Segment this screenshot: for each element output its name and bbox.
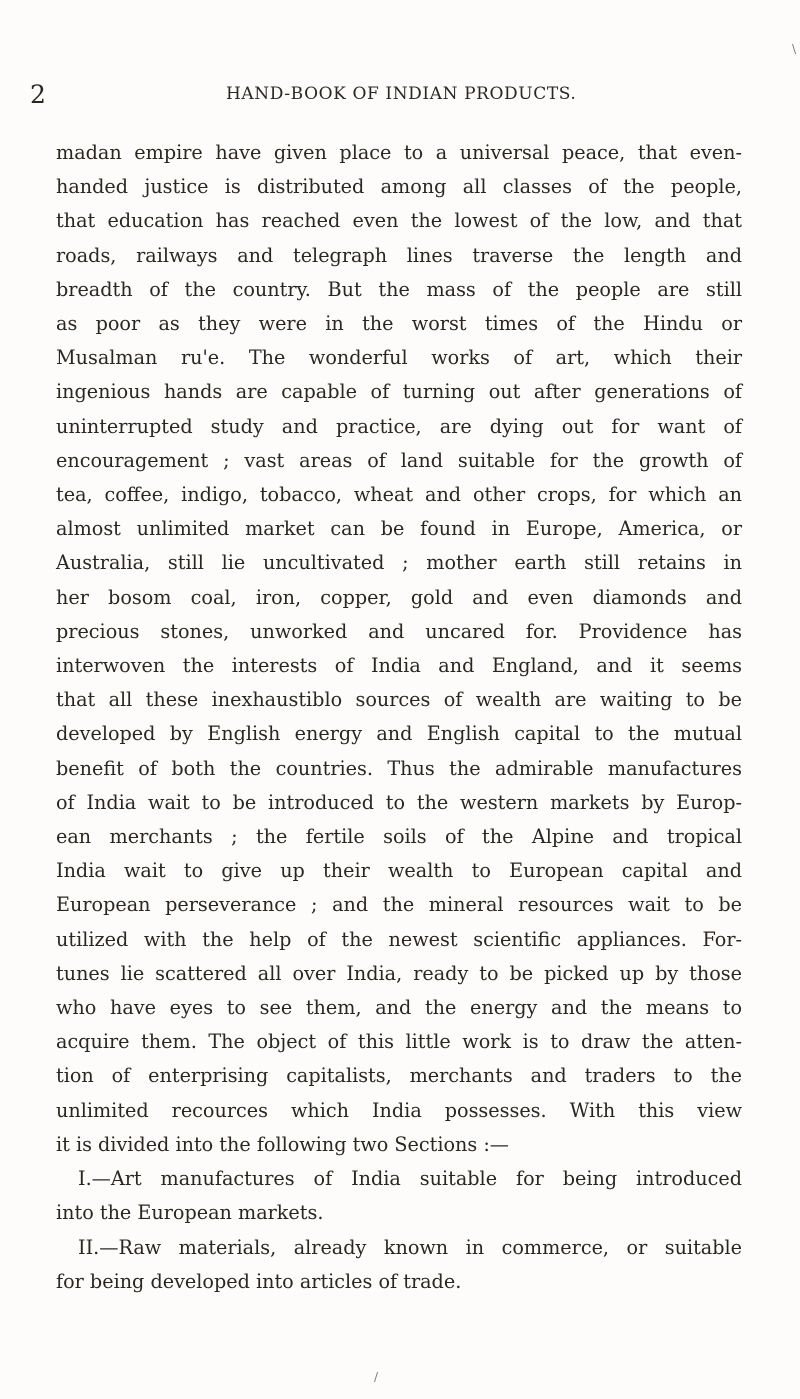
text-line: tea, coffee, indigo, tobacco, wheat and other crops, for which an: [56, 483, 742, 507]
text-line: madan empire have given place to a universal peace, that even-: [56, 141, 742, 164]
stray-mark-bottom: /: [374, 1370, 379, 1384]
text-line: uninterrupted study and practice, are dying out for want of: [56, 414, 742, 438]
text-line: of India wait to be introduced to the western markets by Europ-: [56, 790, 742, 814]
text-line: roads, railways and telegraph lines traverse the length and: [56, 243, 742, 267]
text-line: handed justice is distributed among all classes of the people,: [56, 175, 742, 199]
text-line: unlimited recources which India possesses. With this view: [56, 1098, 742, 1122]
text-line: Musalman ru'e. The wonderful works of art, which their: [56, 346, 742, 370]
text-line: who have eyes to see them, and the energy and the means to: [56, 996, 742, 1020]
text-line: it is divided into the following two Sections :—: [56, 1132, 509, 1156]
text-line: European perseverance ; and the mineral resources wait to be: [56, 893, 742, 917]
text-line: India wait to give up their wealth to European capital and: [56, 859, 742, 883]
text-line: ingenious hands are capable of turning out after generations of: [56, 380, 742, 404]
text-line: for being developed into articles of trade.: [56, 1269, 462, 1293]
text-line: that education has reached even the lowest of the low, and that: [56, 209, 742, 233]
section-item: II.—Raw materials, already known in commerce, or suitable: [78, 1235, 742, 1259]
text-line: precious stones, unworked and uncared for. Providence has: [56, 619, 742, 643]
text-line: benefit of both the countries. Thus the admirable manufactures: [56, 756, 742, 780]
text-line: interwoven the interests of India and England, and it seems: [56, 654, 742, 678]
text-line: utilized with the help of the newest scientific appliances. For-: [56, 927, 742, 951]
section-item: I.—Art manufactures of India suitable for being introduced: [78, 1167, 742, 1191]
text-line: Australia, still lie uncultivated ; mother earth still retains in: [56, 551, 742, 575]
text-line: her bosom coal, iron, copper, gold and even diamonds and: [56, 585, 742, 609]
text-line: developed by English energy and English capital to the mutual: [56, 722, 742, 746]
text-line: tion of enterprising capitalists, merchants and traders to the: [56, 1064, 742, 1088]
text-line: ean merchants ; the fertile soils of the Alpine and tropical: [56, 825, 742, 849]
text-line: breadth of the country. But the mass of the people are still: [56, 277, 742, 301]
stray-mark-top: \: [792, 42, 797, 56]
text-line: encouragement ; vast areas of land suitable for the growth of: [56, 448, 742, 472]
text-line: as poor as they were in the worst times of the Hindu or: [56, 312, 742, 336]
text-line: almost unlimited market can be found in Europe, America, or: [56, 517, 742, 541]
running-head: HAND-BOOK OF INDIAN PRODUCTS.: [226, 84, 577, 104]
text-line: into the European markets.: [56, 1201, 324, 1225]
body-text: [56, 136, 742, 1299]
page-number: 2: [30, 80, 46, 109]
text-line: tunes lie scattered all over India, ready to be picked up by those: [56, 961, 742, 985]
text-line: that all these inexhaustiblo sources of wealth are waiting to be: [56, 688, 742, 712]
text-line: acquire them. The object of this little work is to draw the atten-: [56, 1030, 742, 1054]
